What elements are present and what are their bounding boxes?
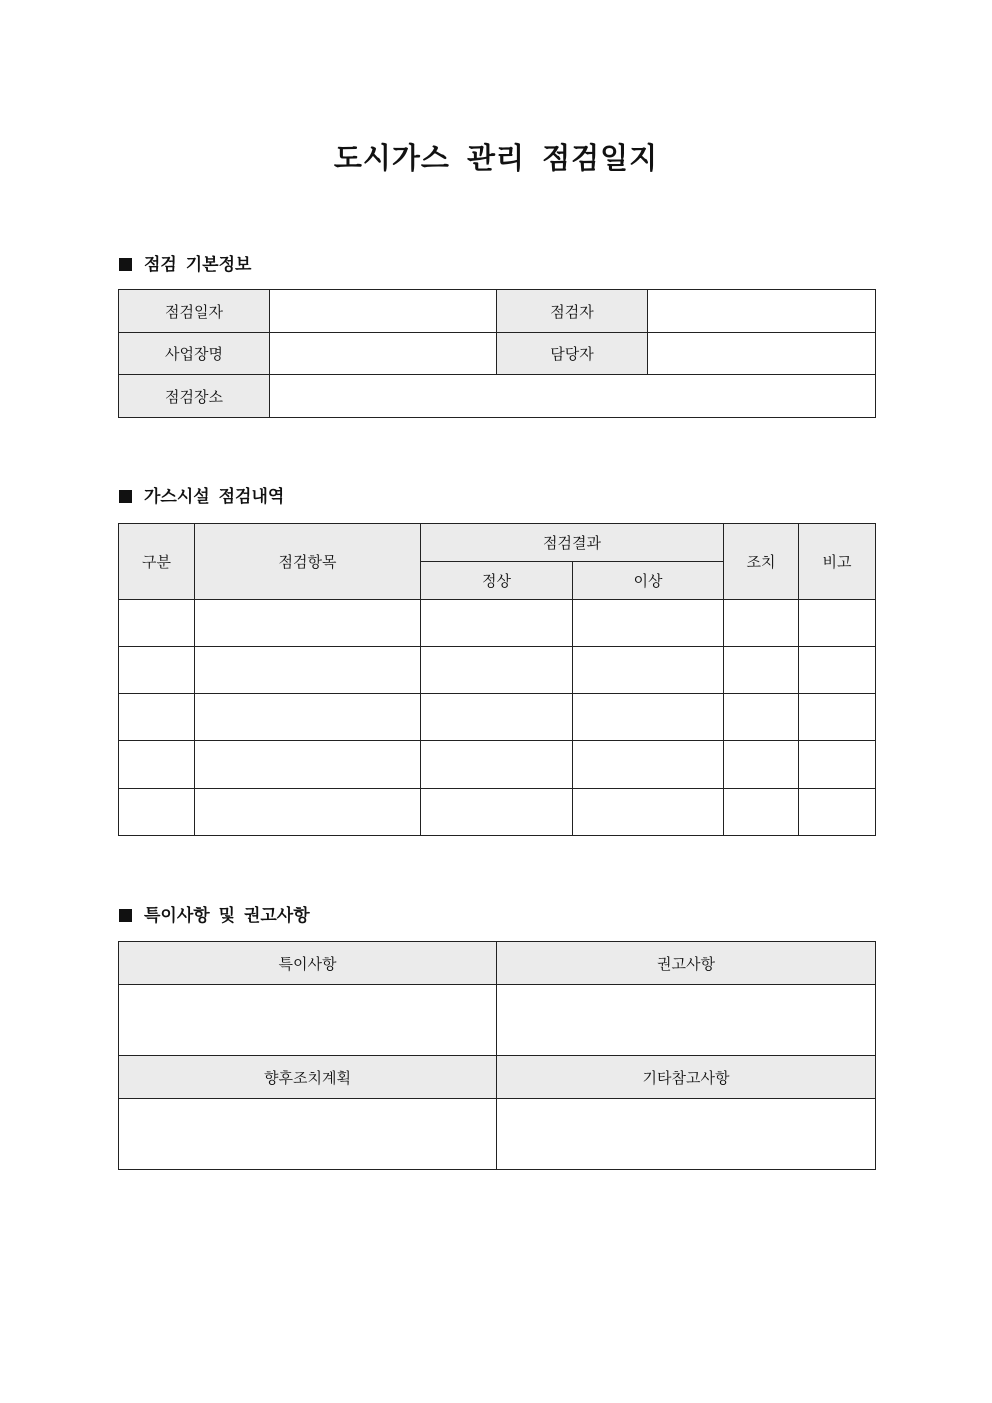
- label-inspection-date: 점검일자: [119, 290, 270, 333]
- abnormal-cell[interactable]: [573, 694, 724, 741]
- check-item-cell[interactable]: [195, 789, 421, 836]
- document-title: 도시가스 관리 점검일지: [333, 141, 659, 175]
- header-action: 조치: [724, 524, 799, 600]
- category-cell[interactable]: [119, 647, 195, 694]
- section-heading-notes: [119, 904, 310, 928]
- workplace-name-field[interactable]: [270, 333, 497, 375]
- person-in-charge-field[interactable]: [648, 333, 876, 375]
- label-special-notes: 특이사항: [119, 942, 497, 985]
- label-person-in-charge: 담당자: [497, 333, 648, 375]
- header-normal: 정상: [421, 562, 573, 600]
- table-row: [119, 647, 876, 694]
- header-category: 구분: [119, 524, 195, 600]
- square-bullet-icon: [119, 909, 132, 922]
- remarks-cell[interactable]: [799, 647, 876, 694]
- action-cell[interactable]: [724, 741, 799, 789]
- category-cell[interactable]: [119, 789, 195, 836]
- label-follow-up-plan: 향후조치계획: [119, 1056, 497, 1099]
- section-heading-label: 점검 기본정보: [144, 255, 252, 275]
- table-row: [119, 600, 876, 647]
- remarks-cell[interactable]: [799, 600, 876, 647]
- header-check-item: 점검항목: [195, 524, 421, 600]
- inspector-field[interactable]: [648, 290, 876, 333]
- facility-check-table: [118, 523, 876, 836]
- remarks-cell[interactable]: [799, 694, 876, 741]
- category-cell[interactable]: [119, 741, 195, 789]
- check-item-cell[interactable]: [195, 741, 421, 789]
- square-bullet-icon: [119, 490, 132, 503]
- table-row: [119, 694, 876, 741]
- section-heading-basic-info: [119, 253, 251, 277]
- normal-cell[interactable]: [421, 600, 573, 647]
- recommendations-field[interactable]: [497, 985, 876, 1056]
- inspection-location-field[interactable]: [270, 375, 876, 418]
- label-inspector: 점검자: [497, 290, 648, 333]
- header-remarks: 비고: [799, 524, 876, 600]
- section-heading-label: 특이사항 및 권고사항: [144, 906, 310, 926]
- follow-up-plan-field[interactable]: [119, 1099, 497, 1170]
- abnormal-cell[interactable]: [573, 789, 724, 836]
- label-recommendations: 권고사항: [497, 942, 876, 985]
- label-other-references: 기타참고사항: [497, 1056, 876, 1099]
- basic-info-table: [118, 289, 876, 418]
- normal-cell[interactable]: [421, 647, 573, 694]
- check-item-cell[interactable]: [195, 647, 421, 694]
- section-heading-facility-check: [119, 485, 284, 509]
- table-row: [119, 741, 876, 789]
- check-item-cell[interactable]: [195, 600, 421, 647]
- other-references-field[interactable]: [497, 1099, 876, 1170]
- action-cell[interactable]: [724, 647, 799, 694]
- category-cell[interactable]: [119, 600, 195, 647]
- category-cell[interactable]: [119, 694, 195, 741]
- square-bullet-icon: [119, 258, 132, 271]
- table-row: [119, 789, 876, 836]
- notes-table: [118, 941, 876, 1170]
- label-inspection-location: 점검장소: [119, 375, 270, 418]
- remarks-cell[interactable]: [799, 741, 876, 789]
- abnormal-cell[interactable]: [573, 741, 724, 789]
- header-result: 점검결과: [421, 524, 724, 562]
- special-notes-field[interactable]: [119, 985, 497, 1056]
- check-item-cell[interactable]: [195, 694, 421, 741]
- normal-cell[interactable]: [421, 694, 573, 741]
- header-abnormal: 이상: [573, 562, 724, 600]
- remarks-cell[interactable]: [799, 789, 876, 836]
- normal-cell[interactable]: [421, 789, 573, 836]
- normal-cell[interactable]: [421, 741, 573, 789]
- label-workplace-name: 사업장명: [119, 333, 270, 375]
- section-heading-label: 가스시설 점검내역: [144, 487, 285, 507]
- abnormal-cell[interactable]: [573, 647, 724, 694]
- abnormal-cell[interactable]: [573, 600, 724, 647]
- action-cell[interactable]: [724, 789, 799, 836]
- action-cell[interactable]: [724, 694, 799, 741]
- action-cell[interactable]: [724, 600, 799, 647]
- inspection-date-field[interactable]: [270, 290, 497, 333]
